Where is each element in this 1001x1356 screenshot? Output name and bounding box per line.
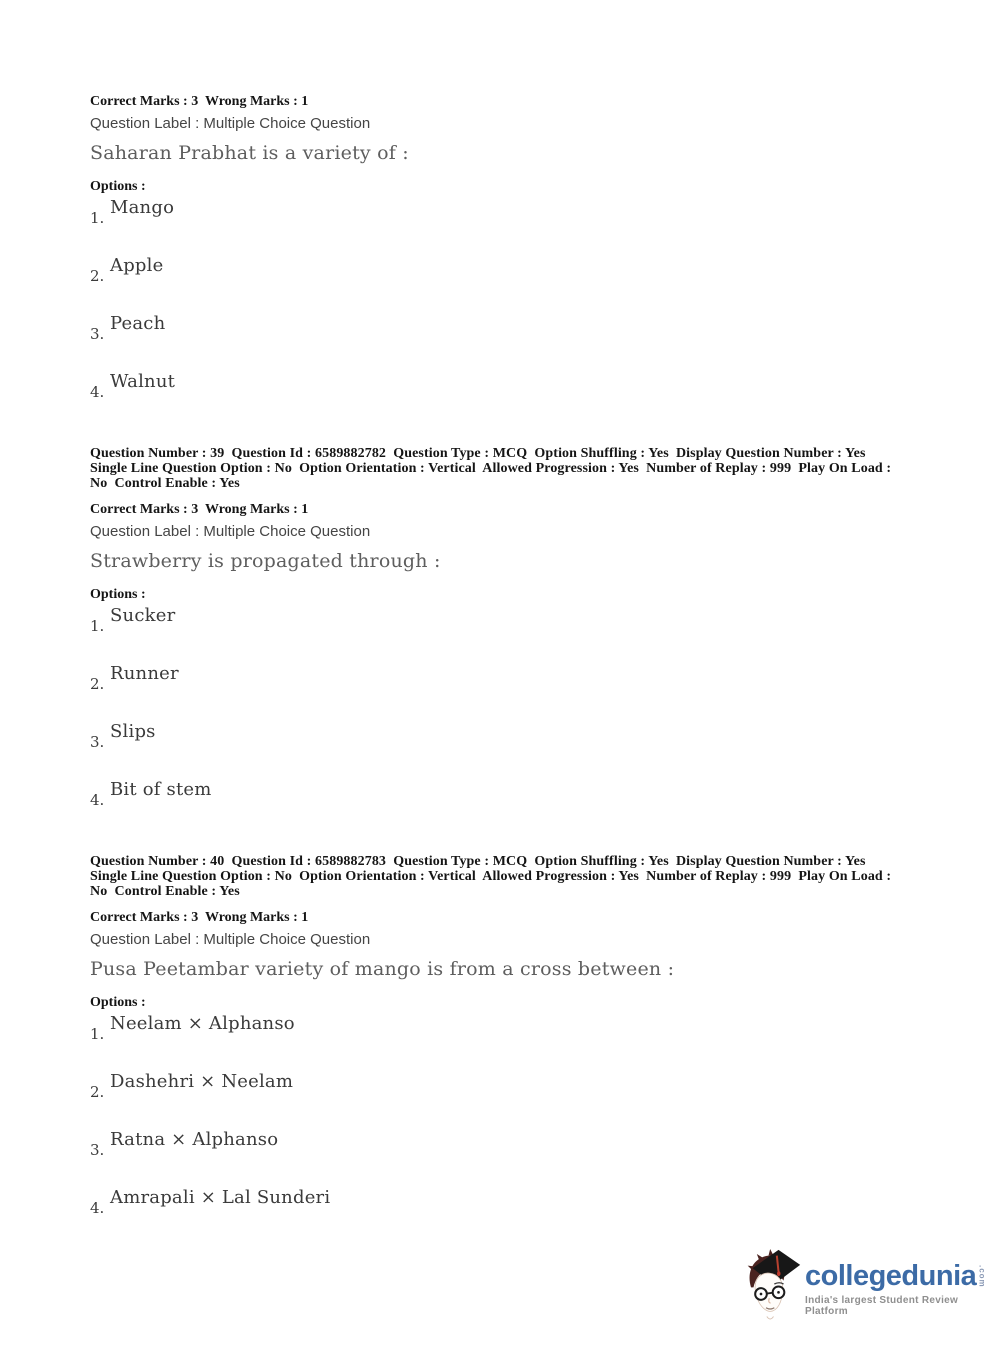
option-text: Neelam × Alphanso xyxy=(110,1013,295,1034)
option-row xyxy=(90,720,915,754)
meta-line: No Control Enable : Yes xyxy=(90,884,240,899)
meta-line: No Control Enable : Yes xyxy=(90,476,240,491)
brand-tagline: India's largest Student Review Platform xyxy=(805,1295,959,1317)
option-number: 4. xyxy=(90,791,105,809)
option-text: Walnut xyxy=(110,371,176,392)
option-number: 3. xyxy=(90,1141,105,1159)
options-heading: Options : xyxy=(90,995,146,1010)
option-number: 2. xyxy=(90,1083,105,1101)
options-list xyxy=(90,196,915,404)
options-list xyxy=(90,604,915,812)
meta-line: Single Line Question Option : No Option Orientation : Vertical Allowed Progression : Yes Number of Replay : 999 Play On Load : xyxy=(90,869,892,884)
option-row xyxy=(90,1070,915,1104)
option-number: 3. xyxy=(90,325,105,343)
option-number: 1. xyxy=(90,617,105,635)
meta-line: Question Number : 40 Question Id : 6589882783 Question Type : MCQ Option Shuffling : Yes Display Question Number : Yes xyxy=(90,854,866,869)
option-row xyxy=(90,778,915,812)
option-text: Amrapali × Lal Sunderi xyxy=(110,1187,331,1208)
brand-tld: .com xyxy=(977,1265,987,1288)
option-text: Dashehri × Neelam xyxy=(110,1071,294,1092)
option-row xyxy=(90,1128,915,1162)
question-text: Pusa Peetambar variety of mango is from a cross between : xyxy=(90,958,675,980)
marks-line: Correct Marks : 3 Wrong Marks : 1 xyxy=(90,910,309,925)
question-block-40 xyxy=(90,854,915,1220)
option-number: 1. xyxy=(90,209,105,227)
marks-line: Correct Marks : 3 Wrong Marks : 1 xyxy=(90,502,309,517)
option-row xyxy=(90,254,915,288)
option-number: 2. xyxy=(90,267,105,285)
meta-line: Question Number : 39 Question Id : 6589882782 Question Type : MCQ Option Shuffling : Yes Display Question Number : Yes xyxy=(90,446,866,461)
option-number: 4. xyxy=(90,383,105,401)
logo-text xyxy=(805,1245,993,1317)
marks-line: Correct Marks : 3 Wrong Marks : 1 xyxy=(90,94,309,109)
question-text: Strawberry is propagated through : xyxy=(90,550,441,572)
option-row xyxy=(90,1012,915,1046)
meta-line: Single Line Question Option : No Option Orientation : Vertical Allowed Progression : Yes Number of Replay : 999 Play On Load : xyxy=(90,461,892,476)
question-meta xyxy=(90,446,915,491)
option-text: Apple xyxy=(110,255,164,276)
option-row xyxy=(90,1186,915,1220)
options-heading: Options : xyxy=(90,587,146,602)
question-label: Question Label : Multiple Choice Question xyxy=(90,931,371,948)
option-number: 4. xyxy=(90,1199,105,1217)
option-text: Peach xyxy=(110,313,166,334)
option-text: Mango xyxy=(110,197,175,218)
option-row xyxy=(90,604,915,638)
option-text: Runner xyxy=(110,663,179,684)
question-block-39 xyxy=(90,446,915,812)
question-label: Question Label : Multiple Choice Question xyxy=(90,523,371,540)
option-row xyxy=(90,370,915,404)
question-text: Saharan Prabhat is a variety of : xyxy=(90,142,409,164)
question-label: Question Label : Multiple Choice Question xyxy=(90,115,371,132)
option-row xyxy=(90,312,915,346)
option-row xyxy=(90,196,915,230)
collegedunia-logo xyxy=(741,1245,993,1337)
option-text: Slips xyxy=(110,721,156,742)
option-text: Bit of stem xyxy=(110,779,212,800)
option-number: 2. xyxy=(90,675,105,693)
option-number: 1. xyxy=(90,1025,105,1043)
option-row xyxy=(90,662,915,696)
option-text: Sucker xyxy=(110,605,176,626)
brand-line xyxy=(805,1261,993,1291)
options-list xyxy=(90,1012,915,1220)
question-meta xyxy=(90,854,915,899)
page-content xyxy=(90,92,915,1262)
question-block-38 xyxy=(90,92,915,404)
brand-text: collegedunia xyxy=(805,1260,977,1292)
options-heading: Options : xyxy=(90,179,146,194)
option-number: 3. xyxy=(90,733,105,751)
graduate-mascot-icon xyxy=(741,1245,801,1323)
option-text: Ratna × Alphanso xyxy=(110,1129,279,1150)
